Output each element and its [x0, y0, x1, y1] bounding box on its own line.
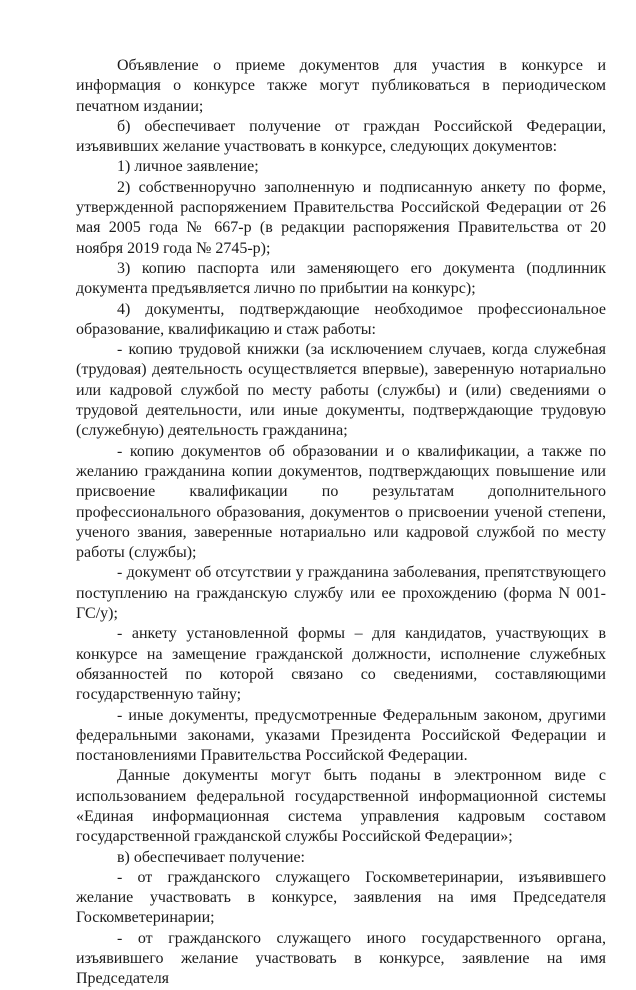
list-item-1: 1) личное заявление;	[117, 158, 259, 176]
paragraph-item-v: в) обеспечивает получение:	[117, 848, 305, 866]
sub-item-own-servant: - от гражданского служащего Госкомветеринарии, изъявившего желание участвовать в конкурсе, заявления на имя Председателя Госкомветеринарии;	[76, 868, 606, 927]
paragraph-announcement: Объявление о приеме документов для участия в конкурсе и информация о конкурсе также могут публиковаться в периодическом печатном издании;	[76, 57, 606, 115]
list-item-2: 2) собственноручно заполненную и подписанную анкету по форме, утвержденной распоряжением Правительства Российской Федерации от 26 мая 2005 года № 667-р (в редакции распоряжения Правительства от 20 ноября 2019 года № 2745-р);	[76, 178, 606, 257]
list-item-4: 4) документы, подтверждающие необходимое профессиональное образование, квалификацию и стаж работы:	[76, 300, 606, 338]
sub-item-health-certificate: - документ об отсутствии у гражданина заболевания, препятствующего поступлению на гражданскую службу или ее прохождению (форма N 001-ГС/у);	[76, 564, 606, 623]
list-item-3: 3) копию паспорта или заменяющего его документа (подлинник документа предъявляется лично по прибытии на конкурс);	[76, 259, 606, 298]
sub-item-labor-book: - копию трудовой книжки (за исключением случаев, когда служебная (трудовая) деятельность осуществляется впервые), заверенную нотариально или кадровой службой по месту работы (службы) и (или) сведениями о трудовой деятельности, или иные документы, подтверждающие трудовую (служебную) деятельность гражданина;	[76, 341, 606, 440]
sub-item-education-docs: - копию документов об образовании и о квалификации, а также по желанию гражданина копии документов, подтверждающих повышение или присвоение квалификации по результатам дополнительного профессионального образования, документов о присвоении ученой степени, ученого звания, заверенные нотариально или кадровой службой по месту работы (службы);	[76, 442, 606, 562]
sub-item-questionnaire-secret: - анкету установленной формы – для кандидатов, участвующих в конкурсе на замещение гражданской должности, исполнение служебных обязанностей по которой связано со сведениями, составляющими государственную тайну;	[76, 625, 606, 704]
paragraph-electronic-submission: Данные документы могут быть поданы в электронном виде с использованием федеральной государственной информационной системы «Единая информационная система управления кадровым составом государственной гражданской службы Российской Федерации»;	[76, 767, 606, 846]
sub-item-other-agency-servant: - от гражданского служащего иного государственного органа, изъявившего желание участвовать в конкурсе, заявление на имя Председателя	[76, 929, 606, 988]
sub-item-other-docs: - иные документы, предусмотренные Федеральным законом, другими федеральными законами, указами Президента Российской Федерации и постановлениями Правительства Российской Федерации.	[76, 706, 606, 765]
paragraph-item-b: б) обеспечивает получение от граждан Российской Федерации, изъявивших желание участвовать в конкурсе, следующих документов:	[76, 117, 606, 156]
document-body	[76, 56, 606, 990]
